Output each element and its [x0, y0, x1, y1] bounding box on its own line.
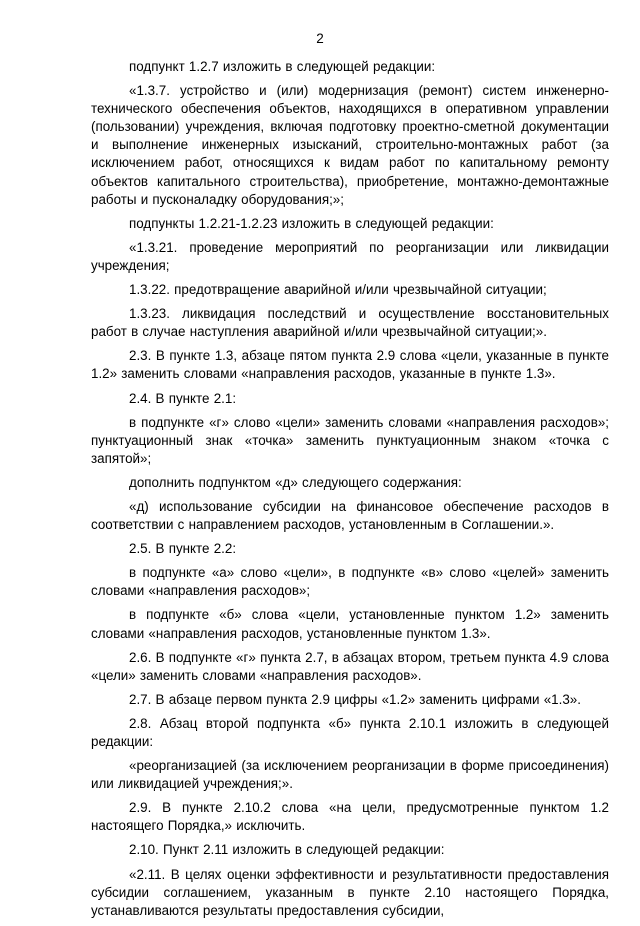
paragraph: 1.3.22. предотвращение аварийной и/или чрезвычайной ситуации; — [129, 282, 547, 298]
paragraph: «2.11. В целях оценки эффективности и результативности предоставления субсидии соглашением, указанным в пункте 2.10 настоящего Порядка, устанавливаются результаты предоставления субсидии, — [91, 866, 609, 918]
paragraph: 2.3. В пункте 1.3, абзаце пятом пункта 2.9 слова «цели, указанные в пункте 1.2» заменить словами «направления расходов, указанные в пункте 1.3». — [91, 348, 609, 382]
paragraph: «д) использование субсидии на финансовое обеспечение расходов в соответствии с направлением расходов, установленным в Соглашении.». — [91, 498, 609, 533]
paragraph: 2.7. В абзаце первом пункта 2.9 цифры «1.2» заменить цифрами «1.3». — [129, 691, 581, 707]
paragraph: дополнить подпунктом «д» следующего содержания: — [129, 474, 462, 490]
paragraph: подпункты 1.2.21-1.2.23 изложить в следующей редакции: — [129, 215, 494, 231]
paragraph: 1.3.23. ликвидация последствий и осуществление восстановительных работ в случае наступления аварийной и/или чрезвычайной ситуации;». — [91, 306, 609, 340]
paragraph: 2.8. Абзац второй подпункта «б» пункта 2.10.1 изложить в следующей редакции: — [91, 715, 609, 749]
paragraph: «реорганизацией (за исключением реорганизации в форме присоединения) или ликвидацией учреждения;». — [91, 758, 609, 792]
paragraph: в подпункте «б» слова «цели, установленные пунктом 1.2» заменить словами «направления расходов, установленные пунктом 1.3». — [91, 607, 609, 641]
paragraph: «1.3.21. проведение мероприятий по реорганизации или ликвидации учреждения; — [91, 239, 609, 273]
document-body — [91, 58, 609, 926]
paragraph: в подпункте «а» слово «цели», в подпункте «в» слово «целей» заменить словами «направления расходов»; — [91, 565, 609, 599]
paragraph: 2.10. Пункт 2.11 изложить в следующей редакции: — [129, 842, 445, 858]
paragraph: 2.9. В пункте 2.10.2 слова «на цели, предусмотренные пунктом 1.2 настоящего Порядка,» исключить. — [91, 800, 609, 834]
paragraph: 2.5. В пункте 2.2: — [129, 541, 237, 557]
paragraph: подпункт 1.2.7 изложить в следующей редакции: — [129, 59, 436, 74]
paragraph: 2.4. В пункте 2.1: — [129, 390, 237, 406]
paragraph: 2.6. В подпункте «г» пункта 2.7, в абзацах втором, третьем пункта 4.9 слова «цели» заменить словами «направления расходов». — [91, 649, 609, 683]
paragraph: «1.3.7. устройство и (или) модернизация (ремонт) систем инженерно-технического обеспечения объектов, находящихся в оперативном управлении (пользовании) учреждения, включая подготовку проектно-сметной документации и выполнение инженерных изысканий, строительно-монтажных работ (за исключением работ, относящихся к видам работ по капитальному ремонту объектов капитального строительства), приобретение, монтажно-демонтажные работы и пусконаладку оборудования;»; — [91, 83, 609, 207]
page-number: 2 — [316, 31, 324, 46]
paragraph: в подпункте «г» слово «цели» заменить словами «направления расходов»; пунктуационный знак «точка» заменить пунктуационным знаком «точка с запятой»; — [91, 414, 609, 466]
